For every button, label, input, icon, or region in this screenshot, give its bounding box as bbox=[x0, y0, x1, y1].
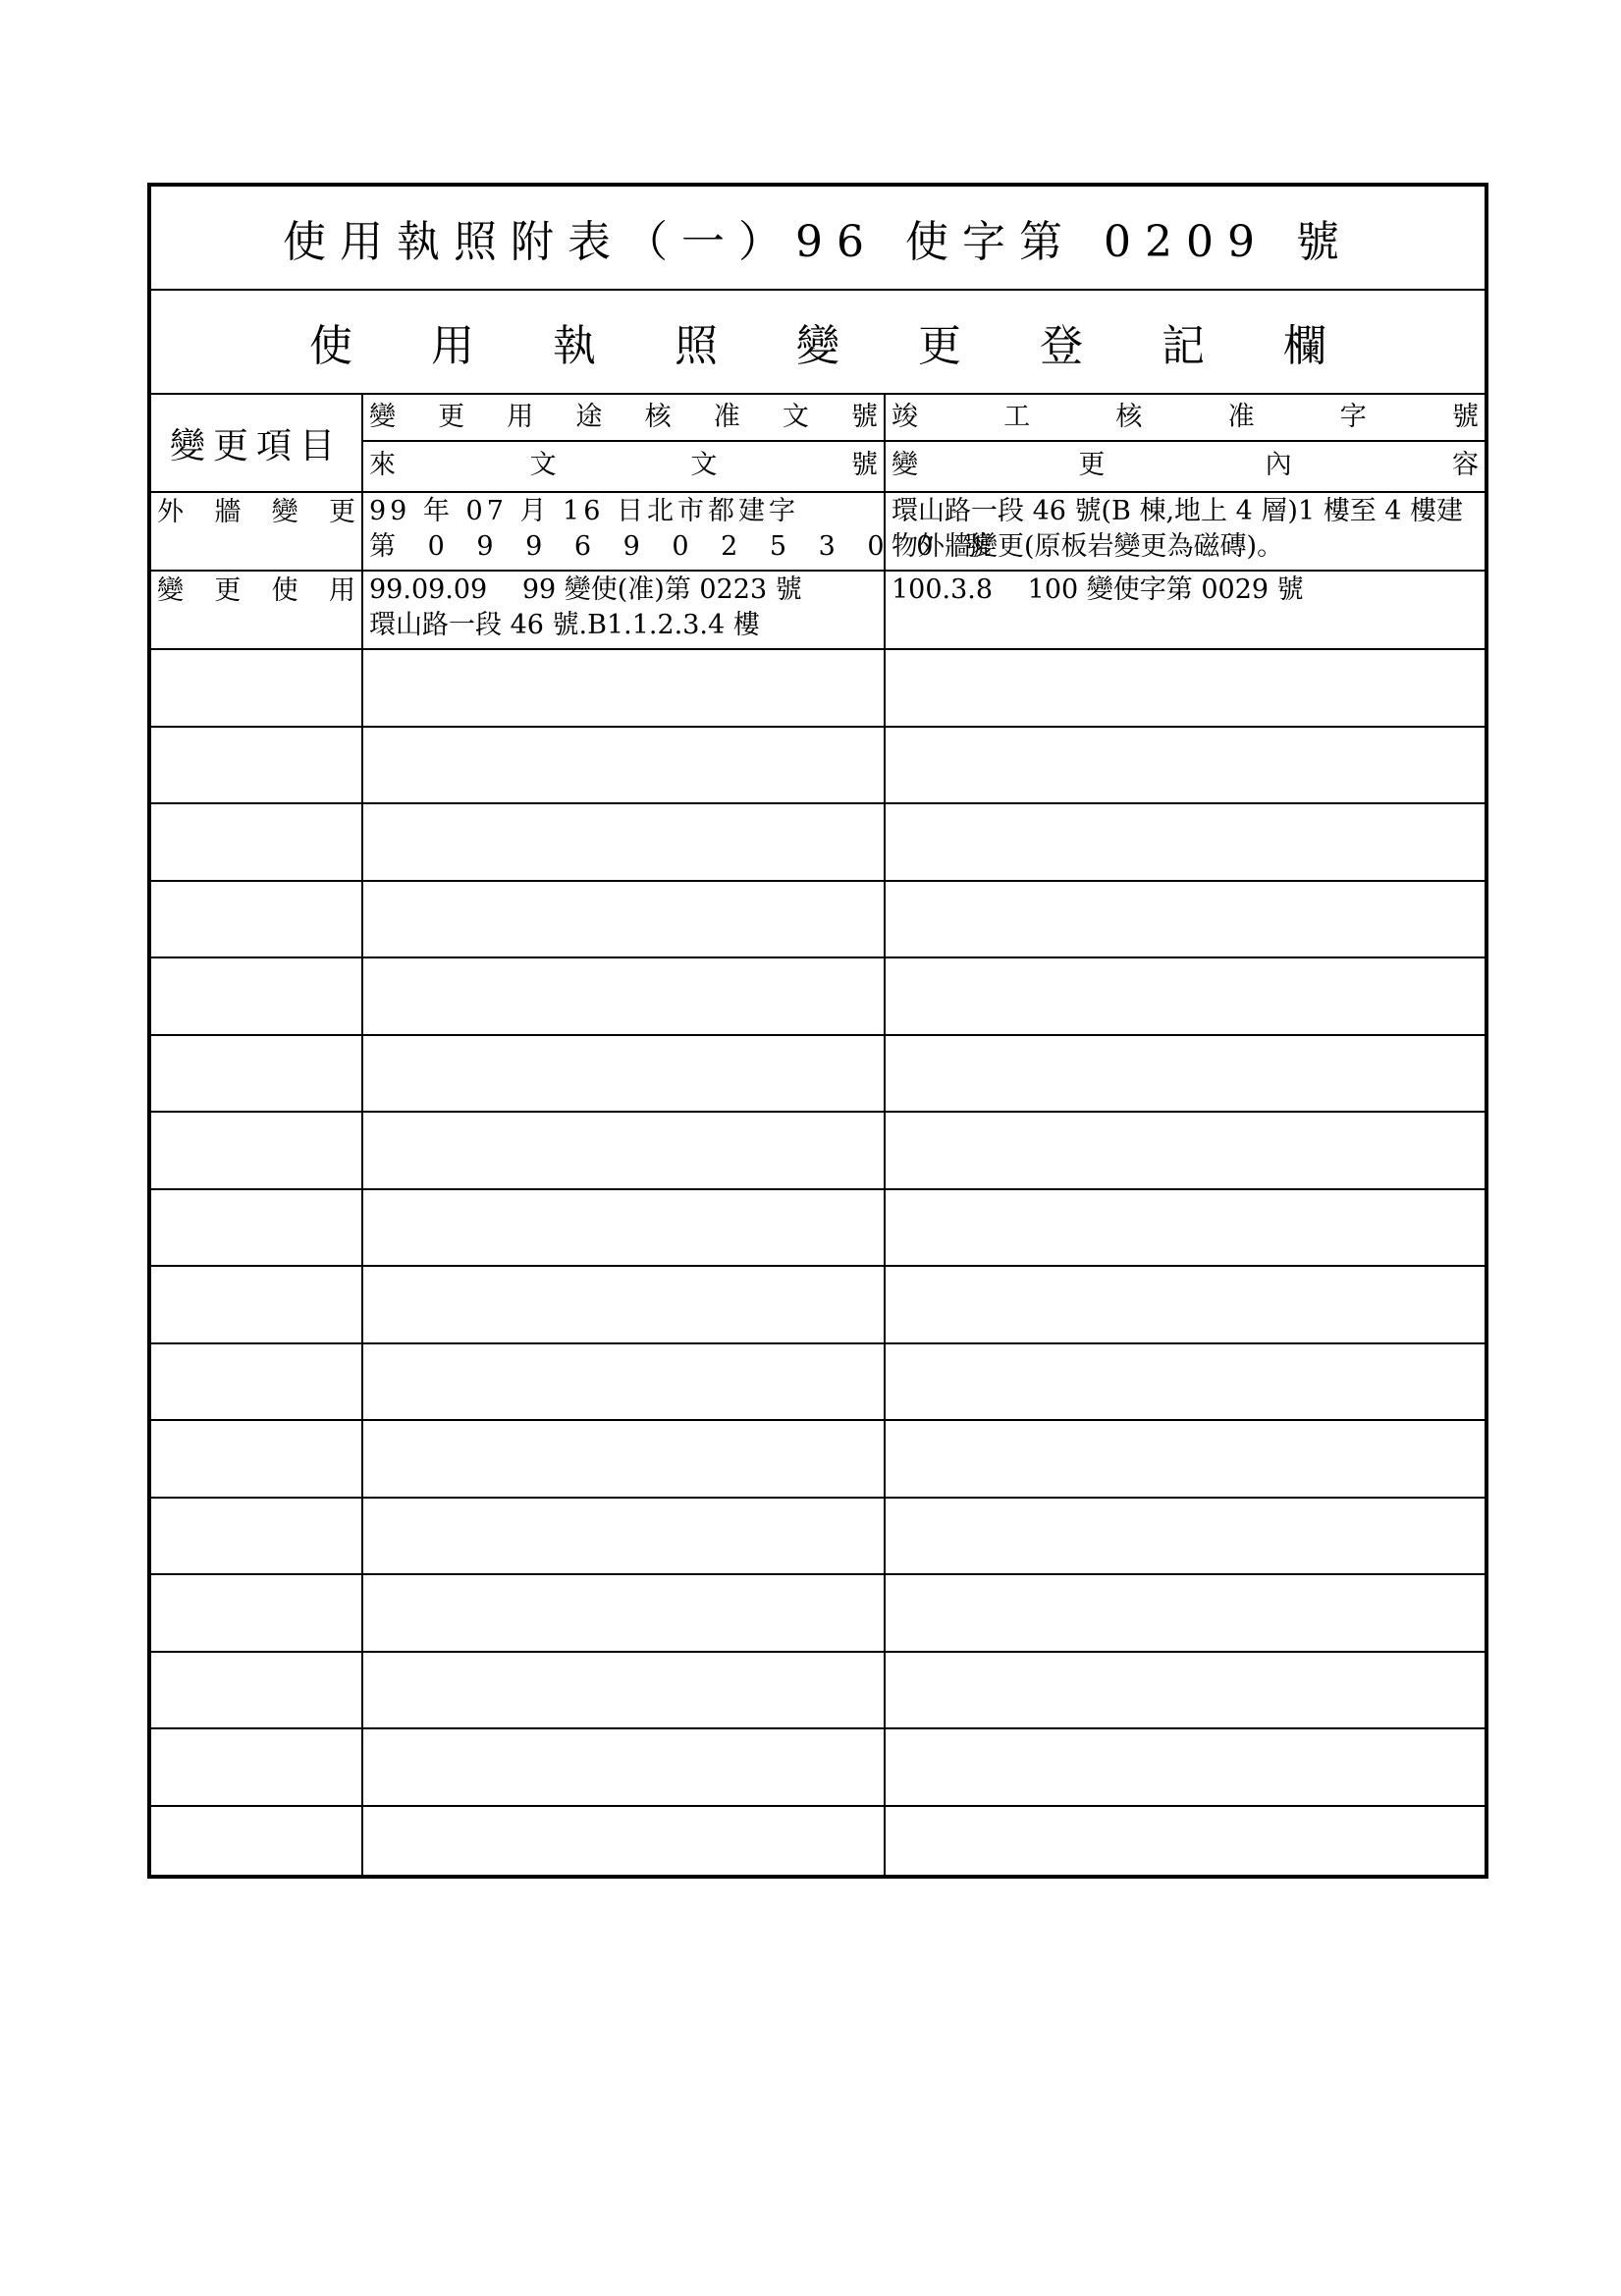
header-change-item: 變更項目 bbox=[169, 425, 343, 466]
char: 容 bbox=[1451, 450, 1479, 480]
divider bbox=[151, 570, 1485, 572]
char: 內 bbox=[1265, 450, 1292, 480]
char: 變 bbox=[369, 402, 396, 432]
char: 字 bbox=[1339, 402, 1367, 432]
divider bbox=[151, 648, 1485, 650]
divider bbox=[151, 1265, 1485, 1267]
row-item bbox=[151, 495, 361, 530]
row-doc-line: 環山路一段 46 號.B1.1.2.3.4 樓 bbox=[369, 610, 760, 640]
char: 文 bbox=[529, 450, 557, 480]
row-doc-line: 第 0 9 9 6 9 0 2 5 3 0 0 號 bbox=[369, 531, 1003, 562]
char: 核 bbox=[644, 402, 672, 432]
char: 用 bbox=[507, 402, 534, 432]
divider bbox=[151, 1573, 1485, 1575]
divider bbox=[151, 491, 1485, 493]
header-completion-no bbox=[886, 395, 1485, 440]
char: 使 bbox=[271, 575, 298, 606]
divider bbox=[151, 1497, 1485, 1499]
row-content-line: 環山路一段 46 號(B 棟,地上 4 層)1 樓至 4 樓建 bbox=[892, 496, 1464, 526]
divider bbox=[151, 880, 1485, 882]
divider bbox=[151, 1727, 1485, 1729]
char: 更 bbox=[328, 497, 355, 527]
divider bbox=[151, 1342, 1485, 1344]
header-approval-doc-no bbox=[363, 395, 884, 440]
header-incoming-doc-no bbox=[363, 442, 884, 489]
char: 准 bbox=[1227, 402, 1255, 432]
column-divider bbox=[361, 393, 363, 1879]
row-item bbox=[151, 574, 361, 609]
char: 更 bbox=[438, 402, 465, 432]
divider bbox=[151, 1651, 1485, 1653]
char: 更 bbox=[214, 575, 242, 606]
char: 用 bbox=[328, 575, 355, 606]
divider bbox=[151, 726, 1485, 728]
column-divider bbox=[884, 393, 886, 1879]
char: 准 bbox=[713, 402, 740, 432]
header-change-content bbox=[886, 442, 1485, 489]
char: 途 bbox=[575, 402, 603, 432]
divider bbox=[151, 1188, 1485, 1190]
divider bbox=[151, 802, 1485, 804]
divider bbox=[151, 957, 1485, 958]
char: 號 bbox=[850, 450, 878, 480]
char: 號 bbox=[850, 402, 878, 432]
char: 變 bbox=[892, 450, 918, 480]
divider bbox=[151, 1419, 1485, 1421]
char: 文 bbox=[782, 402, 809, 432]
row-content-line: 100.3.8 100 變使字第 0029 號 bbox=[892, 574, 1304, 605]
char: 核 bbox=[1115, 402, 1143, 432]
char: 更 bbox=[1078, 450, 1106, 480]
row-doc-line: 99 年 07 月 16 日北市都建字 bbox=[369, 496, 799, 526]
char: 文 bbox=[690, 450, 718, 480]
char: 來 bbox=[369, 450, 396, 480]
divider bbox=[151, 1034, 1485, 1036]
char: 變 bbox=[157, 575, 184, 606]
char: 竣 bbox=[892, 402, 918, 432]
char: 牆 bbox=[214, 497, 242, 527]
row-content-line: 物外牆變更(原板岩變更為磁磚)。 bbox=[892, 531, 1284, 562]
usage-permit-change-form bbox=[147, 183, 1488, 1879]
form-title: 使用執照附表（一）96 使字第 0209 號 bbox=[283, 217, 1353, 267]
row-doc-line: 99.09.09 99 變使(准)第 0223 號 bbox=[369, 574, 802, 605]
form-subtitle: 使用執照變更登記欄 bbox=[309, 321, 1405, 371]
char: 外 bbox=[157, 497, 184, 527]
char: 變 bbox=[271, 497, 298, 527]
divider bbox=[151, 1805, 1485, 1807]
char: 號 bbox=[1451, 402, 1479, 432]
char: 工 bbox=[1003, 402, 1031, 432]
divider bbox=[151, 1111, 1485, 1113]
